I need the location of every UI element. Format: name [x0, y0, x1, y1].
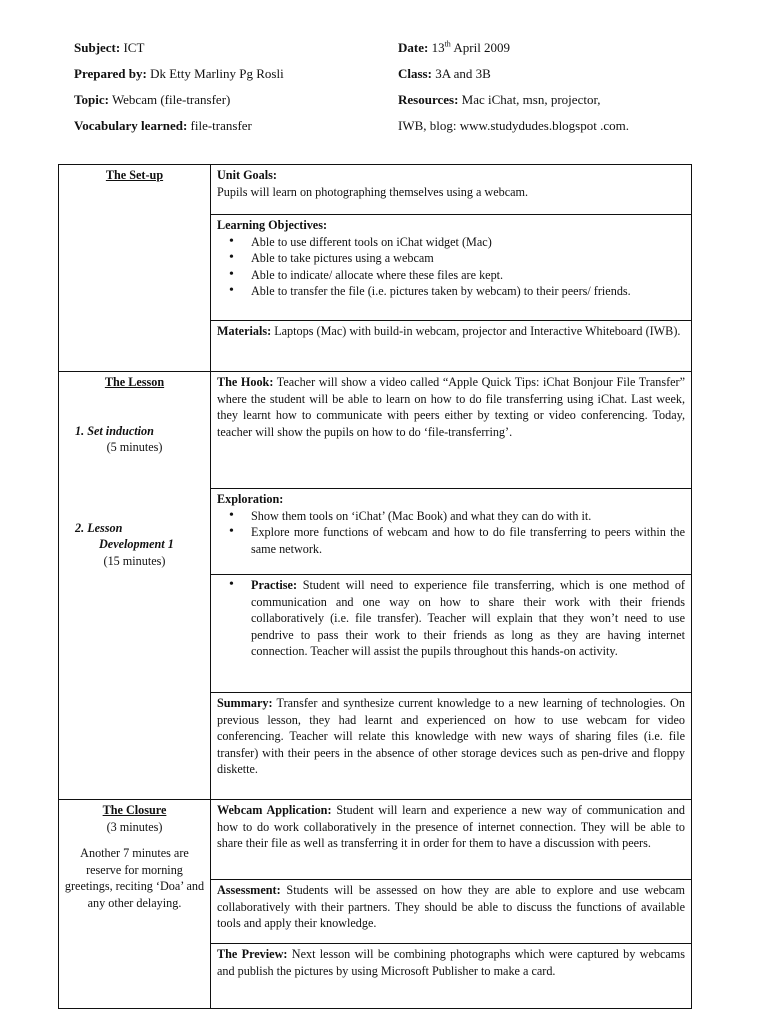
setup-left-cell — [59, 165, 211, 371]
subject-value: ICT — [123, 40, 145, 55]
preview-label: The Preview: — [217, 947, 288, 961]
objective-item: • Able to take pictures using a webcam — [227, 250, 685, 267]
date-line — [398, 40, 510, 56]
preview-text: Next lesson will be combining photographs which were captured by webcams and publish the pictures by using Microsoft Publisher to make a card. — [217, 947, 685, 978]
lesson-section — [59, 372, 691, 800]
prepared-value: Dk Etty Marliny Pg Rosli — [150, 66, 284, 81]
exploration-cell — [211, 489, 691, 575]
objective-item: • Able to use different tools on iChat widget (Mac) — [227, 234, 685, 251]
objectives-label: Learning Objectives: — [217, 218, 328, 232]
objective-item: • Able to transfer the file (i.e. pictures taken by webcam) to their peers/ friends. — [227, 283, 685, 300]
vocabulary-value: file-transfer — [190, 118, 252, 133]
practise-label: Practise: — [251, 578, 298, 592]
topic-label: Topic: — [74, 92, 109, 107]
exploration-label: Exploration: — [217, 492, 284, 506]
date-label: Date: — [398, 40, 429, 55]
practise-text: Student will need to experience file transferring, which is one method of communication and one way on how to share their work with their friends collaboratively (i.e. file transfer). Teacher will explain that they won’t need to use pendrive to pass their work to their friends as long as they are having internet connection. Teacher will assist the pupils throughout this hands-on activity. — [251, 578, 685, 658]
objective-item: • Able to indicate/ allocate where these files are kept. — [227, 267, 685, 284]
step1-time: (5 minutes) — [106, 440, 163, 454]
unit-goals-text: Pupils will learn on photographing themselves using a webcam. — [217, 184, 529, 199]
hook-cell — [211, 372, 691, 489]
lesson-right-column — [211, 372, 691, 799]
step-lesson: 2. Lesson — [75, 520, 123, 535]
closure-time: (3 minutes) — [106, 819, 163, 834]
assessment-label: Assessment: — [217, 883, 281, 897]
unit-goals-label: Unit Goals: — [217, 168, 277, 182]
webcam-text: Student will learn and experience a new way of communication and how to do work collaboratively in the presence of internet connection. They will be able to share their file as well as transferring it in order for them to have a discussion with peers. — [217, 803, 686, 850]
resources-value-2: IWB, blog: www.studydudes.blogspot .com. — [398, 118, 629, 133]
date-suffix: th — [444, 39, 451, 49]
step-set-induction: 1. Set induction — [75, 423, 154, 438]
summary-cell — [211, 693, 691, 799]
materials-text: Laptops (Mac) with build-in webcam, projector and Interactive Whiteboard (IWB). — [274, 324, 681, 338]
subject-line — [74, 40, 144, 56]
class-value: 3A and 3B — [435, 66, 491, 81]
closure-note: Another 7 minutes are reserve for morning greetings, reciting ‘Doa’ and any other delaying. — [64, 846, 205, 910]
closure-section — [59, 800, 691, 1008]
setup-title: The Set-up — [105, 168, 164, 182]
materials-cell — [211, 321, 691, 371]
practise-list — [217, 577, 685, 660]
practise-item — [227, 577, 685, 660]
assessment-text: Students will be assessed on how they are able to explore and use webcam collaboratively with their partners. They should be able to discuss the functions of available tools and apply their knowledge. — [217, 883, 686, 930]
topic-value: Webcam (file-transfer) — [111, 92, 231, 107]
prepared-line — [74, 66, 284, 82]
setup-right-column — [211, 165, 691, 371]
objectives-list — [217, 234, 685, 300]
date-rest: April 2009 — [453, 40, 511, 55]
resources-value: Mac iChat, msn, projector, — [461, 92, 601, 107]
hook-label: The Hook: — [217, 375, 274, 389]
date-day: 13 — [431, 40, 445, 55]
setup-section — [59, 165, 691, 372]
resources-label: Resources: — [398, 92, 459, 107]
assessment-cell — [211, 880, 691, 944]
subject-label: Subject: — [74, 40, 121, 55]
step-development: Development 1 — [99, 537, 174, 551]
webcam-label: Webcam Application: — [217, 803, 332, 817]
preview-cell — [211, 944, 691, 1008]
vocabulary-line — [74, 118, 252, 134]
prepared-label: Prepared by: — [74, 66, 147, 81]
practise-cell — [211, 575, 691, 693]
exploration-item: • Explore more functions of webcam and how to do file transferring to peers within the same network. — [227, 524, 685, 557]
resources-line — [398, 92, 601, 108]
step2-time: (15 minutes) — [103, 553, 166, 568]
closure-title: The Closure — [102, 803, 167, 817]
closure-left-cell — [59, 800, 211, 1008]
summary-text: Transfer and synthesize current knowledge to a new learning of technologies. On previous lesson, they had learnt and experienced on how to use webcam for video conferencing. Teacher will relate this knowledge with new ways of sharing files (i.e. file transfer) with their peers in the absence of other storage devices such as pen-drive and floppy diskette. — [217, 696, 686, 776]
topic-line — [74, 92, 230, 108]
summary-label: Summary: — [217, 696, 273, 710]
vocabulary-label: Vocabulary learned: — [74, 118, 188, 133]
unit-goals-cell — [211, 165, 691, 215]
class-label: Class: — [398, 66, 432, 81]
learning-objectives-cell — [211, 215, 691, 321]
exploration-list — [217, 508, 685, 558]
resources-line-2 — [398, 118, 629, 134]
closure-right-column — [211, 800, 691, 1008]
exploration-item: • Show them tools on ‘iChat’ (Mac Book) and what they can do with it. — [227, 508, 685, 525]
webcam-application-cell — [211, 800, 691, 880]
lesson-plan-table — [58, 164, 692, 1009]
lesson-left-cell — [59, 372, 211, 799]
materials-label: Materials: — [217, 324, 272, 338]
lesson-title: The Lesson — [104, 375, 165, 389]
hook-text: Teacher will show a video called “Apple Quick Tips: iChat Bonjour File Transfer” where the student will be able to learn on how to do file transferring using iChat. Last week, they learnt how to communicate with peers either by texting or video conferencing. Today, teacher will show the pupils on how to do ‘file-transferring’. — [217, 375, 686, 439]
class-line — [398, 66, 491, 82]
